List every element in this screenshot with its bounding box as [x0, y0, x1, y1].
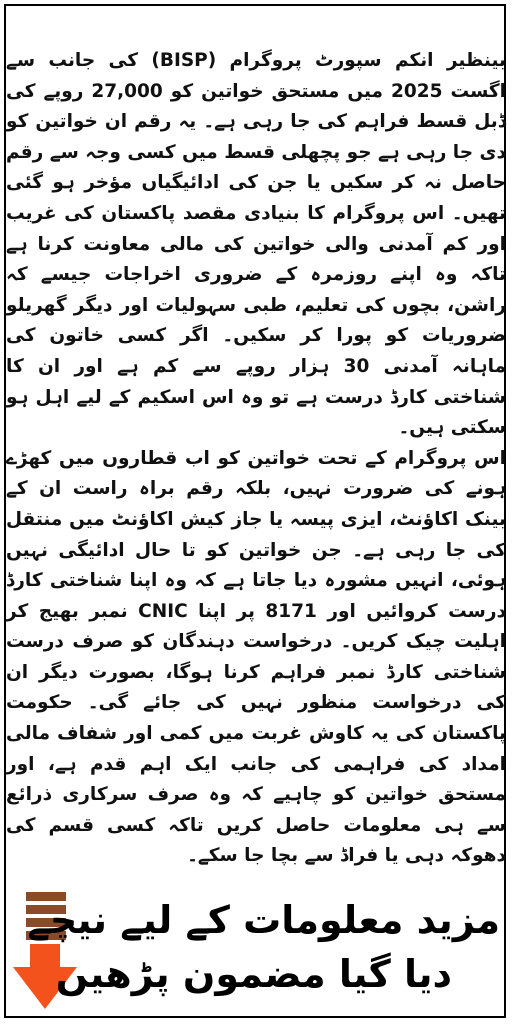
- cta-line-1: مزید معلومات کے لیے نیچے: [27, 898, 500, 942]
- cta-line-2: دیا گیا مضمون پڑھیں: [55, 952, 452, 996]
- article-paragraph-1: بینظیر انکم سپورٹ پروگرام (BISP) کی جانب سے اگست 2025 میں مستحق خواتین کو 27,000 روپے کی ڈبل قسط فراہم کی جا رہی ہے۔ یہ رقم ان خواتین کو دی جا رہی ہے جو پچھلی قسط میں کسی وجہ سے رقم حاصل نہ کر سکیں یا جن کی ادائیگیاں مؤخر ہو گئی تھیں۔ اس پروگرام کا بنیادی مقصد پاکستان کی غریب اور کم آمدنی والی خواتین کی مالی معاونت کرنا ہے تاکہ وہ اپنے روزمرہ کے ضروری اخراجات جیسے کہ راشن، بچوں کی تعلیم، طبی سہولیات اور دیگر گھریلو ضروریات کو پورا کر سکیں۔ اگر کسی خاتون کی ماہانہ آمدنی 30 ہزار روپے سے کم ہے اور ان کا شناختی کارڈ درست ہے تو وہ اس اسکیم کے لیے اہل ہو سکتی ہیں۔: [6, 50, 507, 439]
- article-body: [6, 46, 506, 872]
- article-paragraph-2: اس پروگرام کے تحت خواتین کو اب قطاروں میں کھڑے ہونے کی ضرورت نہیں، بلکہ رقم براہ راست ان کے بینک اکاؤنٹ، ایزی پیسہ یا جاز کیش اکاؤنٹ میں منتقل کی جا رہی ہے۔ جن خواتین کو تا حال ادائیگی نہیں ہوئی، انہیں مشورہ دیا جاتا ہے کہ وہ اپنا شناختی کارڈ درست کروائیں اور 8171 پر اپنا CNIC نمبر بھیج کر اہلیت چیک کریں۔ درخواست دہندگان کو صرف درست شناختی کارڈ نمبر فراہم کرنا ہوگا، بصورت دیگر ان کی درخواست منظور نہیں کی جائے گی۔ حکومت پاکستان کی یہ کاوش غربت میں کمی اور شفاف مالی امداد کی فراہمی کی جانب ایک اہم قدم ہے، اور مستحق خواتین کو چاہیے کہ وہ صرف سرکاری ذرائع سے ہی معلومات حاصل کریں تاکہ کسی قسم کی دھوکہ دہی یا فراڈ سے بچا جا سکے۔: [6, 447, 506, 867]
